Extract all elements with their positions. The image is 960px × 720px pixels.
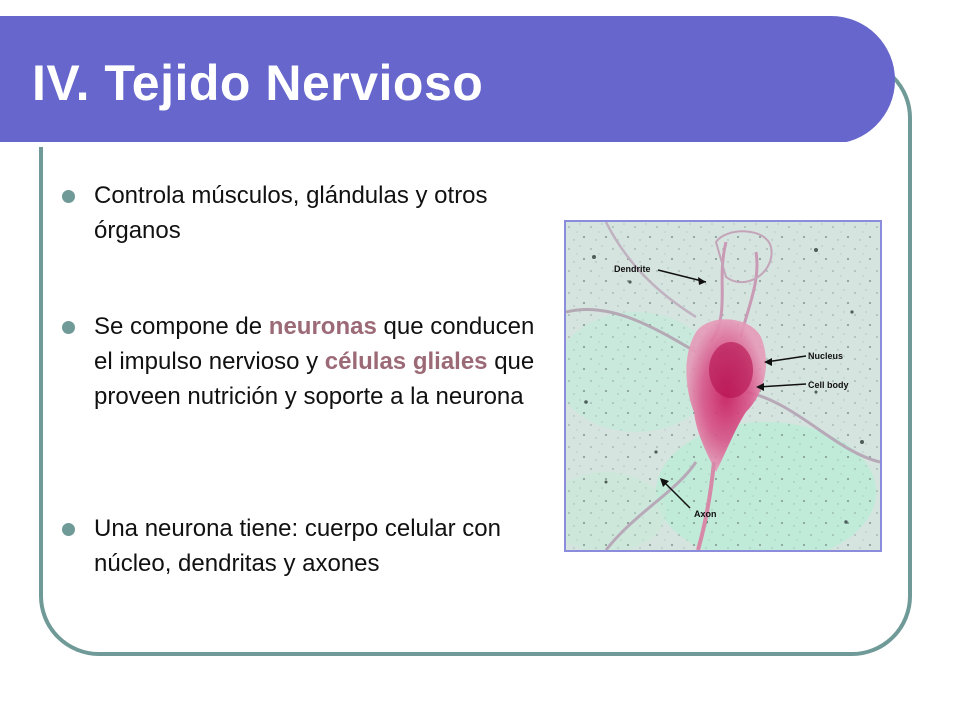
bullet-text: Una neurona tiene: cuerpo celular con núcleo, dendritas y axones	[94, 515, 501, 577]
bullet-dot-icon	[62, 190, 75, 203]
bullet-item	[62, 178, 552, 248]
label-axon: Axon	[694, 509, 717, 519]
bullet-dot-icon	[62, 321, 75, 334]
label-dendrite: Dendrite	[614, 264, 651, 274]
neuron-image	[566, 222, 880, 550]
term-celulas-gliales: células gliales	[324, 348, 488, 375]
bullet-dot-icon	[62, 523, 75, 536]
bullet-text: que conducen el impulso nervioso y	[94, 313, 535, 375]
title-underline	[0, 142, 848, 147]
bullet-text: Se compone de	[94, 313, 269, 340]
label-cell-body: Cell body	[808, 380, 849, 390]
bullet-text: Controla músculos, glándulas y otros órganos	[94, 182, 488, 244]
term-neuronas: neuronas	[268, 313, 377, 340]
title-bar	[0, 16, 895, 144]
bullet-text: que proveen nutrición y soporte a la neurona	[94, 348, 535, 410]
bullet-item	[62, 309, 552, 414]
bullet-item	[62, 511, 552, 581]
label-nucleus: Nucleus	[808, 351, 844, 361]
slide-title: IV. Tejido Nervioso	[32, 55, 484, 111]
neuron-micrograph	[564, 220, 882, 552]
